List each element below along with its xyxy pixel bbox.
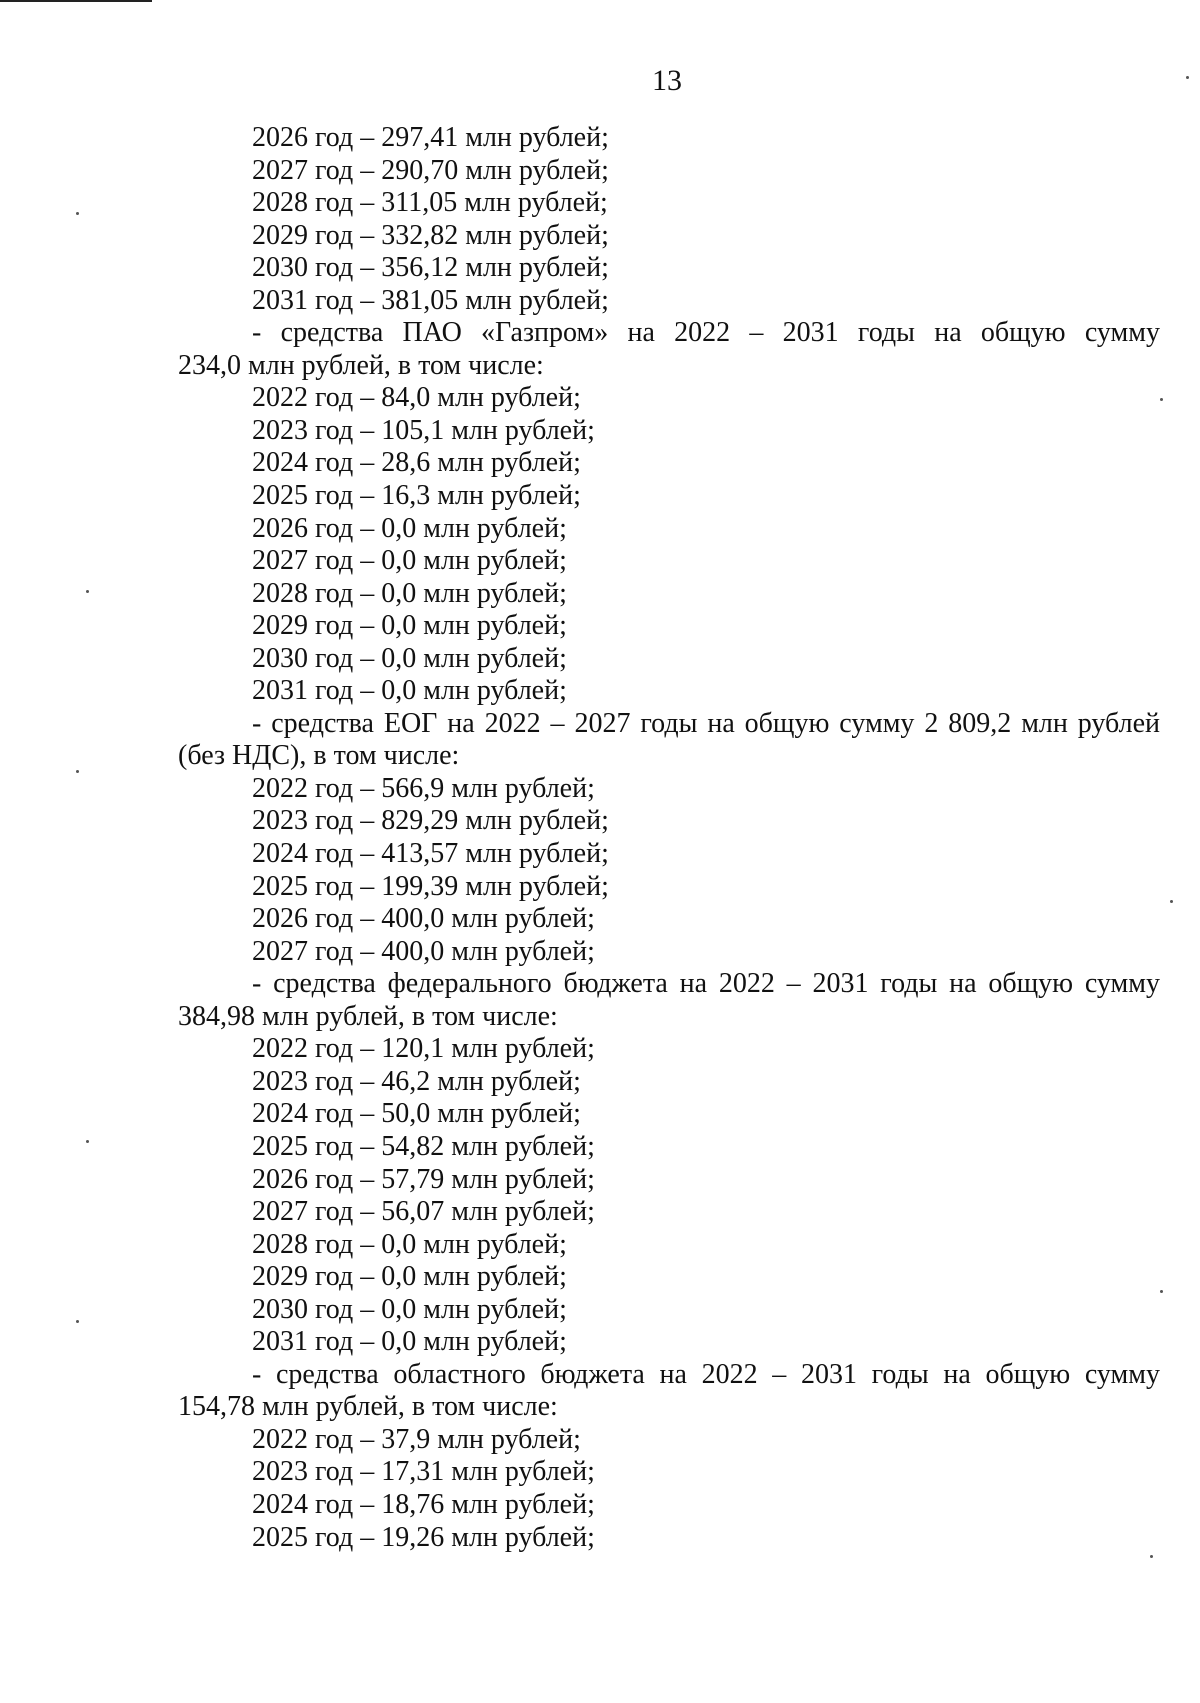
scan-speck — [86, 1140, 89, 1143]
scan-speck — [86, 590, 89, 593]
list-item: 2025 год – 199,39 млн рублей; — [252, 870, 609, 902]
list-item: 2024 год – 50,0 млн рублей; — [252, 1098, 581, 1130]
paragraph-intro-continuation: 234,0 млн рублей, в том числе: — [178, 349, 544, 381]
list-item: 2030 год – 356,12 млн рублей; — [252, 252, 609, 284]
list-item: 2028 год – 0,0 млн рублей; — [252, 577, 567, 609]
list-item: 2025 год – 54,82 млн рублей; — [252, 1130, 595, 1162]
list-item: 2030 год – 0,0 млн рублей; — [252, 1293, 567, 1325]
list-item: 2025 год – 16,3 млн рублей; — [252, 480, 581, 512]
list-item: 2031 год – 381,05 млн рублей; — [252, 284, 609, 316]
list-item: 2023 год – 46,2 млн рублей; — [252, 1065, 581, 1097]
list-item: 2022 год – 37,9 млн рублей; — [252, 1423, 581, 1455]
list-item: 2023 год – 829,29 млн рублей; — [252, 805, 609, 837]
paragraph-intro-continuation: 384,98 млн рублей, в том числе: — [178, 1000, 558, 1032]
list-item: 2022 год – 120,1 млн рублей; — [252, 1033, 595, 1065]
section-continuation — [178, 122, 1160, 317]
list-item: 2029 год – 0,0 млн рублей; — [252, 1261, 567, 1293]
list-item: 2024 год – 18,76 млн рублей; — [252, 1488, 595, 1520]
list-item: 2024 год – 28,6 млн рублей; — [252, 447, 581, 479]
scan-speck — [1186, 76, 1189, 79]
list-item: 2024 год – 413,57 млн рублей; — [252, 838, 609, 870]
list-item: 2026 год – 400,0 млн рублей; — [252, 903, 595, 935]
paragraph-intro-continuation: 154,78 млн рублей, в том числе: — [178, 1391, 558, 1423]
list-item: 2027 год – 56,07 млн рублей; — [252, 1196, 595, 1228]
paragraph-intro: - средства областного бюджета на 2022 – 2031 годы на общую сумму — [252, 1358, 1160, 1390]
list-item: 2028 год – 311,05 млн рублей; — [252, 187, 608, 219]
section-gazprom — [178, 317, 1160, 708]
list-item: 2030 год – 0,0 млн рублей; — [252, 642, 567, 674]
scan-speck — [1150, 1555, 1153, 1558]
scan-speck — [76, 212, 79, 215]
list-item: 2027 год – 290,70 млн рублей; — [252, 154, 609, 186]
page-number: 13 — [652, 64, 682, 97]
list-item: 2023 год – 17,31 млн рублей; — [252, 1456, 595, 1488]
paragraph-intro-continuation: (без НДС), в том числе: — [178, 740, 460, 772]
list-item: 2023 год – 105,1 млн рублей; — [252, 414, 595, 446]
scan-speck — [1160, 398, 1163, 401]
top-rule — [0, 0, 152, 2]
list-item: 2026 год – 57,79 млн рублей; — [252, 1163, 595, 1195]
list-item: 2031 год – 0,0 млн рублей; — [252, 675, 567, 707]
list-item: 2026 год – 0,0 млн рублей; — [252, 512, 567, 544]
paragraph-intro: - средства ПАО «Газпром» на 2022 – 2031 годы на общую сумму — [252, 317, 1160, 349]
list-item: 2025 год – 19,26 млн рублей; — [252, 1521, 595, 1553]
list-item: 2027 год – 400,0 млн рублей; — [252, 935, 595, 967]
scan-speck — [1160, 1290, 1163, 1293]
paragraph-intro: - средства ЕОГ на 2022 – 2027 годы на общую сумму 2 809,2 млн рублей — [252, 707, 1160, 739]
section-federal-budget — [178, 968, 1160, 1359]
section-eog — [178, 708, 1160, 968]
list-item: 2028 год – 0,0 млн рублей; — [252, 1228, 567, 1260]
list-item: 2027 год – 0,0 млн рублей; — [252, 545, 567, 577]
list-item: 2026 год – 297,41 млн рублей; — [252, 122, 609, 153]
scan-speck — [1170, 900, 1173, 903]
paragraph-intro: - средства федерального бюджета на 2022 – 2031 годы на общую сумму — [252, 968, 1160, 1000]
section-regional-budget — [178, 1359, 1160, 1554]
list-item: 2029 год – 332,82 млн рублей; — [252, 219, 609, 251]
list-item: 2022 год – 566,9 млн рублей; — [252, 772, 595, 804]
list-item: 2031 год – 0,0 млн рублей; — [252, 1326, 567, 1358]
scan-speck — [76, 770, 79, 773]
list-item: 2022 год – 84,0 млн рублей; — [252, 382, 581, 414]
document-body — [178, 122, 1160, 1554]
list-item: 2029 год – 0,0 млн рублей; — [252, 610, 567, 642]
scan-speck — [76, 1320, 79, 1323]
